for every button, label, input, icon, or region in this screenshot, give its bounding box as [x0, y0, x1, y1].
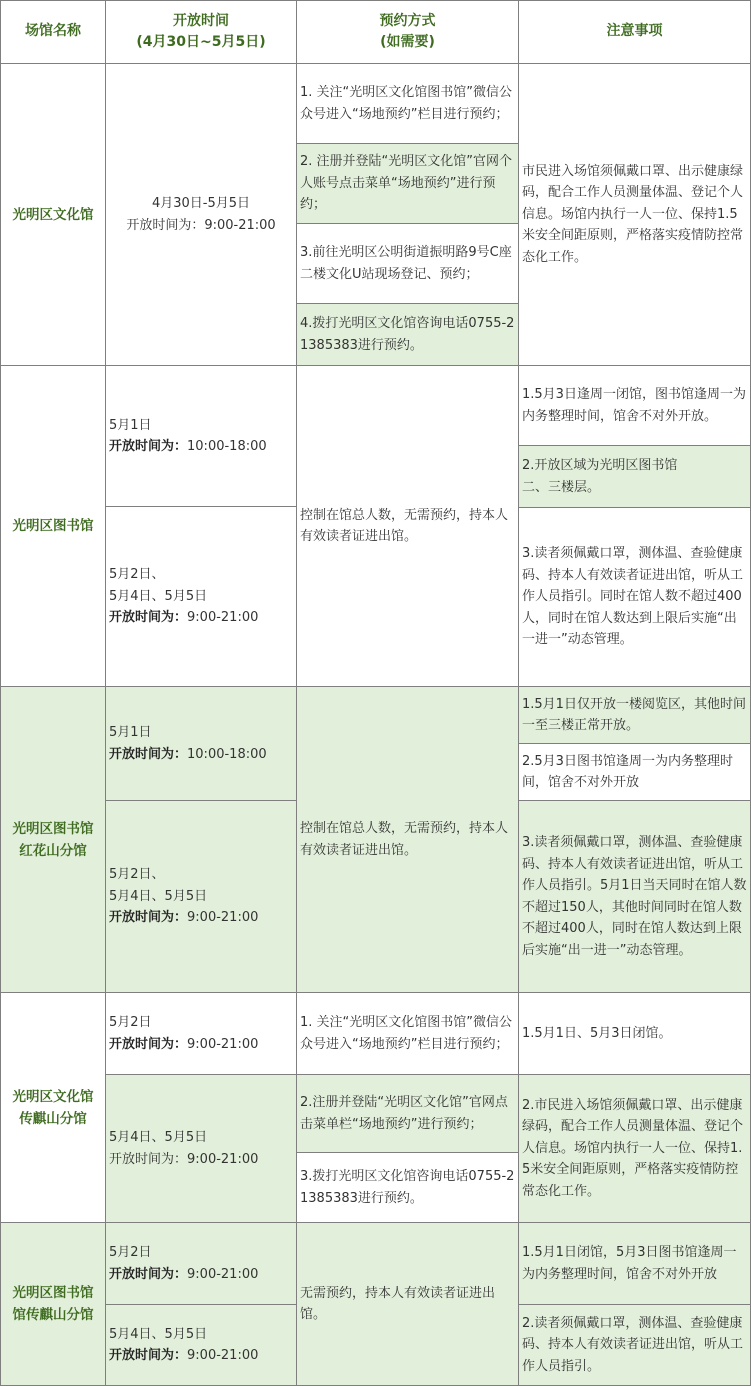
venue-name: [0, 64, 106, 366]
hours-date: 5月2日: [109, 1245, 152, 1260]
note-item: [519, 744, 751, 801]
booking-method: [297, 1223, 519, 1386]
header-hours: [106, 0, 297, 64]
note-text: 1.5月1日、5月3日闭馆。: [522, 1025, 672, 1041]
hours-text: [109, 864, 293, 929]
hours-label: 开放时间为：: [126, 217, 205, 233]
venue-name: [0, 1223, 106, 1386]
header-notes: [519, 0, 751, 64]
note-item: [519, 366, 751, 446]
note-text: 2.开放区域为光明区图书馆 二、三楼层。: [522, 458, 678, 495]
hours-label: 开放时间为：: [109, 910, 188, 926]
hours-text: [109, 1242, 293, 1285]
hours-text: [109, 564, 293, 629]
venue-name-text: 光明区图书馆 馆传麒山分馆: [12, 1285, 94, 1323]
hours-time: 9:00-21:00: [187, 910, 259, 926]
hours-label: 开放时间为：: [109, 1151, 188, 1167]
hours-date: 4月30日-5月5日: [151, 196, 251, 211]
booking-text: 控制在馆总人数，无需预约，持本人有效读者证进出馆。: [300, 507, 509, 544]
note-item: [519, 801, 751, 993]
note-text: 2.读者须佩戴口罩，测体温、查验健康码、持本人有效读者证进出馆，听从工作人员指引。: [522, 1315, 744, 1374]
note-text: 1.5月1日闭馆，5月3日图书馆逢周一为内务整理时间，馆舍不对外开放: [522, 1245, 737, 1282]
header-hours-text: 开放时间 (4月30日~5月5日): [136, 12, 266, 50]
booking-method: [297, 64, 519, 144]
booking-text: 3.前往光明区公明街道振明路9号C座二楼文化U站现场登记、预约；: [300, 245, 512, 282]
booking-method: [297, 687, 519, 993]
booking-text: 3.拨打光明区文化馆咨询电话0755-21385383进行预约。: [300, 1169, 515, 1206]
hours-date: 5月4日、5月5日: [109, 1130, 208, 1145]
hours-date: 5月2日: [109, 1015, 152, 1030]
hours-cell: [106, 801, 297, 993]
booking-text: 无需预约，持本人有效读者证进出馆。: [300, 1285, 496, 1322]
hours-date: 5月1日: [109, 417, 152, 433]
hours-time: 10:00-18:00: [187, 439, 267, 454]
hours-text: [109, 1127, 293, 1170]
hours-cell: [106, 1223, 297, 1305]
note-text: 3.读者须佩戴口罩，测体温、查验健康码、持本人有效读者证进出馆，听从工作人员指引。同时在馆人数不超过400人，同时在馆人数达到上限后实施“出一进一”动态管理。: [522, 546, 744, 648]
hours-time: 9:00-21:00: [187, 1348, 259, 1363]
note-text: 市民进入场馆须佩戴口罩、出示健康绿码，配合工作人员测量体温、登记个人信息。场馆内执行一人一位、保持1.5米安全间距原则，严格落实疫情防控常态化工作。: [522, 163, 744, 265]
venue-name-text: 光明区图书馆 红花山分馆: [12, 820, 94, 859]
note-item: [519, 1075, 751, 1223]
venue-name: [0, 993, 106, 1223]
note-item: [519, 1223, 751, 1305]
booking-text: 2.注册并登陆“光明区文化馆”官网点击菜单栏“场地预约”进行预约；: [300, 1095, 508, 1132]
booking-text: 2. 注册并登陆“光明区文化馆”官网个人账号点击菜单“场地预约”进行预约；: [300, 154, 513, 213]
hours-cell: [106, 1075, 297, 1223]
note-text: 2.5月3日图书馆逢周一为内务整理时间，馆舍不对外开放: [522, 753, 733, 790]
note-text: 3.读者须佩戴口罩，测体温、查验健康码、持本人有效读者证进出馆，听从工作人员指引。5月1日当天同时在馆人数不超过150人，其他时间同时在馆人数不超过400人，同时在馆人数达到上限后实施“出一进一”动态管理。: [522, 835, 747, 958]
note-item: [519, 687, 751, 744]
booking-text: 控制在馆总人数，无需预约，持本人有效读者证进出馆。: [300, 821, 509, 858]
note-item: [519, 508, 751, 687]
hours-time: 9:00-21:00: [187, 1036, 259, 1052]
hours-label: 开放时间为：: [109, 1348, 188, 1363]
note-item: [519, 993, 751, 1075]
note-text: 2.市民进入场馆须佩戴口罩、出示健康绿码，配合工作人员测量体温、登记个人信息。场馆内执行一人一位、保持1.5米安全间距原则，严格落实疫情防控常态化工作。: [522, 1097, 744, 1199]
booking-text: 1. 关注“光明区文化馆图书馆”微信公众号进入“场地预约”栏目进行预约；: [300, 1015, 513, 1052]
hours-text: [109, 193, 293, 236]
hours-cell: [106, 1305, 297, 1386]
hours-cell: [106, 687, 297, 801]
note-item: [519, 446, 751, 508]
hours-cell: [106, 64, 297, 366]
hours-time: 10:00-18:00: [187, 746, 267, 762]
hours-time: 9:00-21:00: [204, 217, 276, 233]
note-text: 1.5月1日仅开放一楼阅览区，其他时间一至三楼正常开放。: [522, 696, 746, 733]
booking-method: [297, 366, 519, 687]
hours-cell: [106, 993, 297, 1075]
hours-label: 开放时间为：: [109, 1036, 188, 1052]
note-item: [519, 64, 751, 366]
hours-label: 开放时间为：: [109, 439, 188, 454]
booking-method: [297, 144, 519, 224]
hours-label: 开放时间为：: [109, 746, 188, 762]
header-booking-text: 预约方式 (如需要): [379, 12, 436, 50]
venue-name-text: 光明区文化馆 传麒山分馆: [12, 1088, 94, 1127]
header-notes-text: 注意事项: [606, 23, 663, 40]
header-venue-text: 场馆名称: [25, 23, 81, 40]
booking-method: [297, 224, 519, 304]
hours-time: 9:00-21:00: [187, 1151, 259, 1167]
hours-date: 5月2日、 5月4日、5月5日: [109, 867, 208, 904]
header-venue: [0, 0, 106, 64]
hours-text: [109, 722, 293, 765]
venue-name-text: 光明区文化馆: [12, 206, 94, 223]
hours-cell: [106, 507, 297, 687]
booking-method: [297, 304, 519, 366]
booking-text: 4.拨打光明区文化馆咨询电话0755-21385383进行预约。: [300, 316, 515, 353]
hours-cell: [106, 366, 297, 507]
venue-name: [0, 366, 106, 687]
hours-date: 5月4日、5月5日: [109, 1326, 208, 1342]
hours-label: 开放时间为：: [109, 610, 188, 626]
hours-time: 9:00-21:00: [187, 610, 259, 626]
booking-method: [297, 1075, 519, 1153]
hours-text: [109, 415, 293, 458]
booking-text: 1. 关注“光明区文化馆图书馆”微信公众号进入“场地预约”栏目进行预约；: [300, 85, 513, 122]
hours-date: 5月1日: [109, 725, 152, 740]
hours-time: 9:00-21:00: [187, 1266, 259, 1282]
venue-name-text: 光明区图书馆: [12, 518, 94, 534]
booking-method: [297, 1153, 519, 1223]
hours-date: 5月2日、 5月4日、5月5日: [109, 567, 208, 604]
hours-text: [109, 1324, 293, 1367]
venue-name: [0, 687, 106, 993]
note-item: [519, 1305, 751, 1386]
note-text: 1.5月3日逢周一闭馆，图书馆逢周一为内务整理时间，馆舍不对外开放。: [522, 387, 746, 424]
hours-label: 开放时间为：: [109, 1266, 188, 1282]
hours-text: [109, 1012, 293, 1055]
booking-method: [297, 993, 519, 1075]
header-booking: [297, 0, 519, 64]
